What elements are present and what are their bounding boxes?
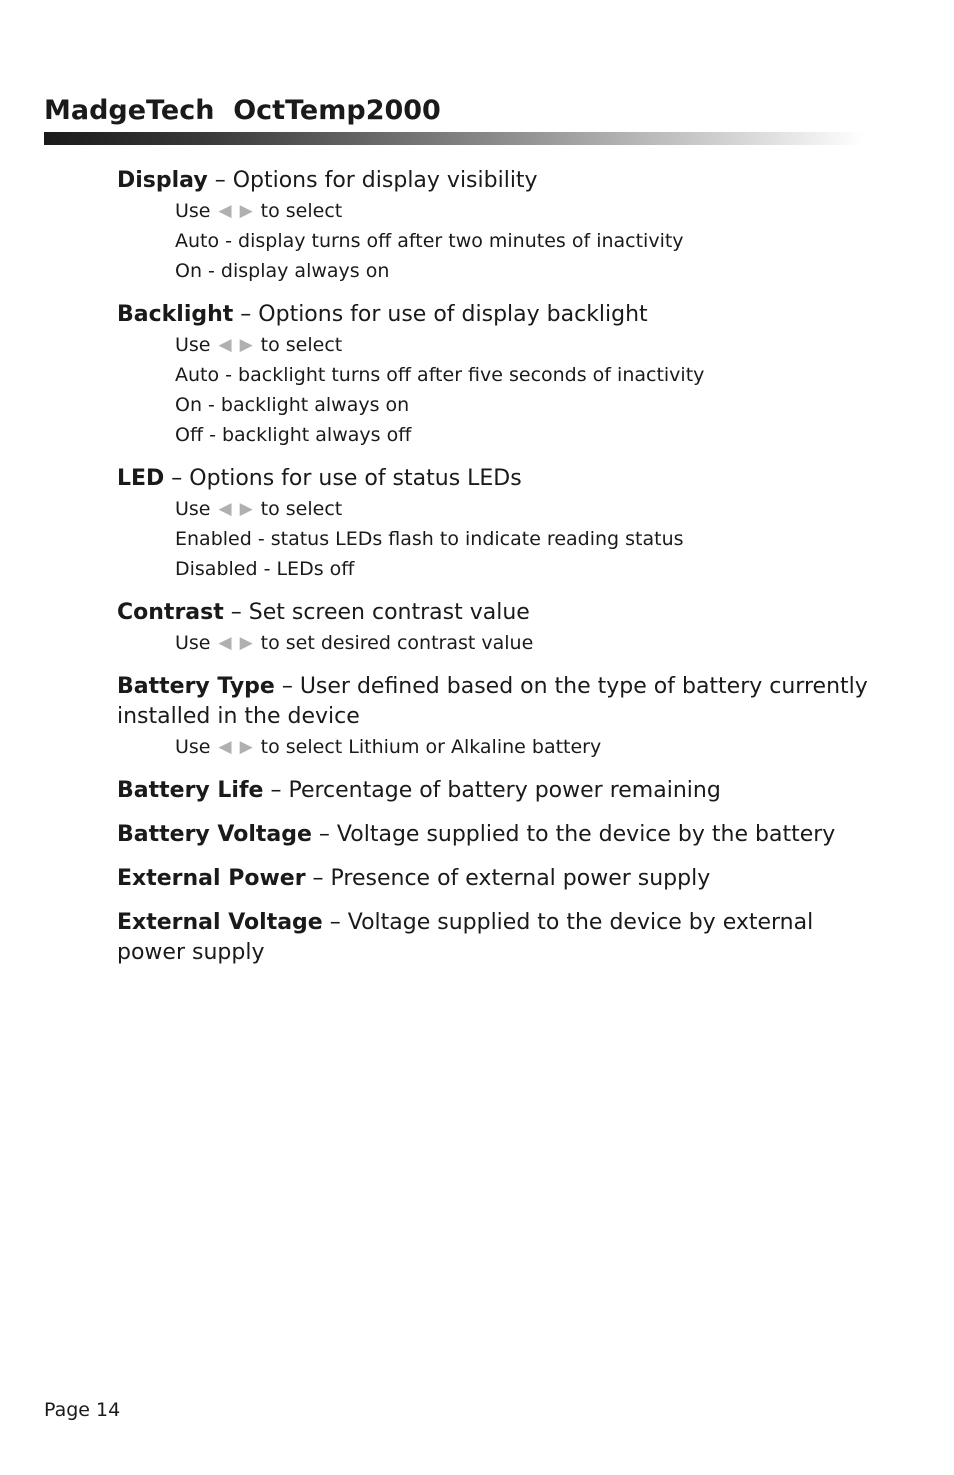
left-arrow-icon: ◀ xyxy=(218,334,232,355)
right-arrow-icon: ▶ xyxy=(239,498,253,519)
item-display-desc: – Options for display visibility xyxy=(207,168,538,193)
use-suffix: to set desired contrast value xyxy=(260,632,534,654)
item-display-use-line xyxy=(175,196,877,226)
page-title: MadgeTech OctTemp2000 xyxy=(44,95,441,126)
right-arrow-icon: ▶ xyxy=(239,736,253,757)
use-label: Use xyxy=(175,200,211,222)
item-battery-life-desc: – Percentage of battery power remaining xyxy=(263,778,721,803)
option-line: On - display always on xyxy=(175,260,390,282)
item-battery-voltage-desc: – Voltage supplied to the device by the battery xyxy=(311,822,836,847)
item-contrast-desc: – Set screen contrast value xyxy=(223,600,530,625)
item-external-power xyxy=(117,864,877,894)
use-suffix: to select xyxy=(260,498,343,520)
item-backlight-heading xyxy=(117,300,877,330)
item-external-power-desc: – Presence of external power supply xyxy=(305,866,711,891)
item-led-term: LED xyxy=(117,466,165,491)
item-external-power-heading xyxy=(117,864,877,894)
right-arrow-icon: ▶ xyxy=(239,632,253,653)
use-suffix: to select xyxy=(260,200,343,222)
use-label: Use xyxy=(175,498,211,520)
item-led-heading xyxy=(117,464,877,494)
item-display-term: Display xyxy=(117,168,208,193)
use-suffix: to select Lithium or Alkaline battery xyxy=(260,736,602,758)
item-display-heading xyxy=(117,166,877,196)
item-external-voltage-term: External Voltage xyxy=(117,910,323,935)
item-backlight xyxy=(117,300,877,450)
item-battery-life-heading xyxy=(117,776,877,806)
item-led-details xyxy=(175,494,877,584)
right-arrow-icon: ▶ xyxy=(239,334,253,355)
item-external-voltage-desc: – Voltage supplied to the device by external power supply xyxy=(117,910,814,965)
item-display xyxy=(117,166,877,286)
option-line: On - backlight always on xyxy=(175,394,410,416)
option-line: Disabled - LEDs off xyxy=(175,558,355,580)
right-arrow-icon: ▶ xyxy=(239,200,253,221)
item-battery-life-term: Battery Life xyxy=(117,778,264,803)
settings-list xyxy=(117,166,877,982)
item-backlight-details xyxy=(175,330,877,450)
item-contrast-term: Contrast xyxy=(117,600,224,625)
item-external-power-term: External Power xyxy=(117,866,306,891)
option-line: Auto - display turns off after two minutes of inactivity xyxy=(175,230,684,252)
use-label: Use xyxy=(175,736,211,758)
item-contrast-details xyxy=(175,628,877,658)
left-arrow-icon: ◀ xyxy=(218,200,232,221)
item-battery-type xyxy=(117,672,877,762)
item-contrast-heading xyxy=(117,598,877,628)
item-contrast xyxy=(117,598,877,658)
item-battery-type-desc: – User defined based on the type of battery currently installed in the device xyxy=(117,674,868,729)
left-arrow-icon: ◀ xyxy=(218,498,232,519)
option-line: Auto - backlight turns off after five seconds of inactivity xyxy=(175,364,705,386)
item-battery-type-details xyxy=(175,732,877,762)
option-line: Enabled - status LEDs flash to indicate reading status xyxy=(175,528,684,550)
item-backlight-desc: – Options for use of display backlight xyxy=(233,302,648,327)
item-display-details xyxy=(175,196,877,286)
item-backlight-term: Backlight xyxy=(117,302,234,327)
item-battery-life xyxy=(117,776,877,806)
use-label: Use xyxy=(175,334,211,356)
item-backlight-use-line xyxy=(175,330,877,360)
use-label: Use xyxy=(175,632,211,654)
item-battery-voltage-term: Battery Voltage xyxy=(117,822,312,847)
page-header xyxy=(44,94,864,145)
use-suffix: to select xyxy=(260,334,343,356)
item-battery-type-term: Battery Type xyxy=(117,674,275,699)
option-line: Off - backlight always off xyxy=(175,424,412,446)
item-led-use-line xyxy=(175,494,877,524)
left-arrow-icon: ◀ xyxy=(218,736,232,757)
header-gradient-bar xyxy=(44,132,864,145)
item-external-voltage xyxy=(117,908,877,968)
item-external-voltage-heading xyxy=(117,908,877,968)
item-contrast-use-line xyxy=(175,628,877,658)
item-battery-voltage xyxy=(117,820,877,850)
item-battery-type-heading xyxy=(117,672,877,732)
item-battery-voltage-heading xyxy=(117,820,877,850)
item-battery-type-use-line xyxy=(175,732,877,762)
item-led-desc: – Options for use of status LEDs xyxy=(164,466,522,491)
left-arrow-icon: ◀ xyxy=(218,632,232,653)
page-number: Page 14 xyxy=(44,1399,121,1421)
item-led xyxy=(117,464,877,584)
